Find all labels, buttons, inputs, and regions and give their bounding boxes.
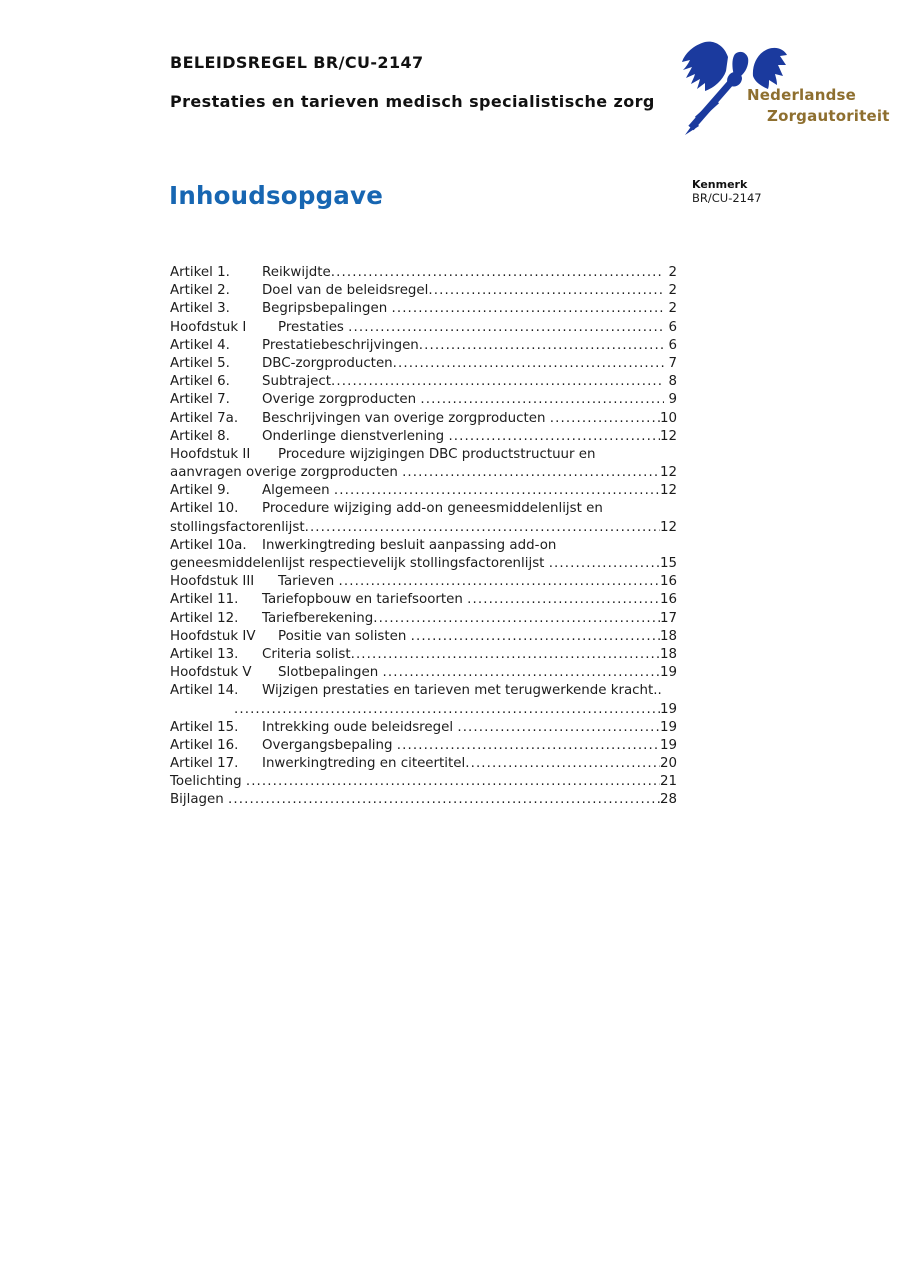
toc-entry[interactable] <box>170 773 677 791</box>
toc-entry-title: Criteria solist <box>262 646 351 662</box>
toc-entry-label: Artikel 3. <box>170 301 230 317</box>
toc-entry-label: Artikel 10. <box>170 501 239 517</box>
toc-entry[interactable] <box>170 646 677 664</box>
toc-entry[interactable] <box>170 719 677 737</box>
toc-entry-title: Procedure wijzigingen DBC productstructuur en <box>278 446 596 462</box>
reference-label: Kenmerk <box>692 178 748 191</box>
toc-entry-label: Artikel 14. <box>170 683 239 699</box>
toc-entry-title: Tariefberekening <box>262 610 374 626</box>
toc-entry-continuation[interactable] <box>170 519 677 537</box>
toc-dot-leader <box>351 646 660 664</box>
toc-entry[interactable] <box>170 573 677 591</box>
toc-entry-page: 21 <box>659 774 677 790</box>
toc-dot-leader <box>305 519 660 537</box>
toc-entry-title: Wijzigen prestaties en tarieven met terugwerkende kracht.. <box>262 683 662 699</box>
toc-entry-page: 16 <box>659 574 677 590</box>
toc-entry-title: Reikwijdte <box>262 265 331 280</box>
toc-entry[interactable] <box>170 664 677 682</box>
toc-entry-title: Onderlinge dienstverlening <box>262 428 449 444</box>
toc-entry-title: Begripsbepalingen <box>262 301 392 317</box>
toc-entry-title: Toelichting <box>170 774 246 790</box>
toc-entry-label: Artikel 6. <box>170 374 230 390</box>
reference-value: BR/CU-2147 <box>692 190 762 205</box>
toc-entry-page: 6 <box>664 337 677 353</box>
toc-entry-page: 15 <box>659 556 677 571</box>
toc-dot-leader <box>373 610 660 628</box>
toc-entry-label: Artikel 8. <box>170 428 230 444</box>
toc-entry[interactable] <box>170 682 677 700</box>
toc-entry[interactable] <box>170 610 677 628</box>
toc-entry-label: Hoofdstuk III <box>170 574 255 590</box>
toc-entry-page: 18 <box>659 628 677 644</box>
toc-entry[interactable] <box>170 355 677 373</box>
toc-entry-page: 28 <box>659 792 677 808</box>
toc-entry-label: Artikel 7. <box>170 392 230 408</box>
toc-dot-leader <box>234 701 660 719</box>
toc-entry-label: Artikel 17. <box>170 756 239 772</box>
toc-entry[interactable] <box>170 537 677 555</box>
toc-entry-title: Positie van solisten <box>278 628 411 644</box>
toc-dot-leader <box>393 355 665 373</box>
toc-entry-title: Slotbepalingen <box>278 665 383 681</box>
toc-dot-leader <box>448 428 660 446</box>
toc-dot-leader <box>331 264 664 282</box>
toc-entry-page: 2 <box>664 283 677 299</box>
toc-entry-continuation[interactable] <box>170 464 677 482</box>
toc-dot-leader <box>383 664 660 682</box>
toc-entry-title: Bijlagen <box>170 792 229 808</box>
toc-entry-continuation[interactable] <box>170 701 677 719</box>
logo-name-line2: Zorgautoriteit <box>767 107 890 125</box>
toc-entry-title: Intrekking oude beleidsregel <box>262 719 458 735</box>
logo-name-line1: Nederlandse <box>747 86 857 104</box>
toc-entry[interactable] <box>170 373 677 391</box>
toc-entry[interactable] <box>170 410 677 428</box>
toc-entry-label: Artikel 11. <box>170 592 239 608</box>
toc-entry[interactable] <box>170 500 677 518</box>
reference-block <box>692 178 762 205</box>
toc-entry-page: 12 <box>659 428 677 444</box>
toc-dot-leader <box>348 319 664 337</box>
toc-entry-page: 8 <box>664 374 677 390</box>
toc-entry-label: Hoofdstuk I <box>170 319 247 335</box>
toc-entry-page: 20 <box>659 756 677 772</box>
toc-entry-title: Subtraject <box>262 374 332 390</box>
toc-dot-leader <box>339 573 660 591</box>
toc-dot-leader <box>549 555 660 573</box>
toc-entry-page: 19 <box>659 737 677 753</box>
toc-dot-leader <box>467 591 660 609</box>
toc-entry-title: geneesmiddelenlijst respectievelijk stollingsfactorenlijst <box>170 556 549 571</box>
toc-entry-label: Artikel 12. <box>170 610 239 626</box>
toc-entry-page: 6 <box>664 319 677 335</box>
toc-entry-title: Prestatiebeschrijvingen <box>262 337 419 353</box>
toc-entry-label: Artikel 4. <box>170 337 230 353</box>
toc-entry-page: 17 <box>659 610 677 626</box>
toc-dot-leader <box>246 773 660 791</box>
page-title: Inhoudsopgave <box>169 181 384 210</box>
toc-dot-leader <box>465 755 660 773</box>
toc-dot-leader <box>411 628 660 646</box>
toc-entry[interactable] <box>170 428 677 446</box>
toc-entry[interactable] <box>170 755 677 773</box>
toc-entry-title: Beschrijvingen van overige zorgproducten <box>262 410 550 426</box>
toc-entry[interactable] <box>170 264 677 282</box>
toc-entry[interactable] <box>170 319 677 337</box>
document-title: BELEIDSREGEL BR/CU-2147 <box>170 53 424 72</box>
table-of-contents <box>170 264 677 810</box>
toc-entry[interactable] <box>170 628 677 646</box>
toc-entry-title: Tarieven <box>278 574 339 590</box>
toc-entry-page: 19 <box>659 665 677 681</box>
toc-entry-title: aanvragen overige zorgproducten <box>170 465 403 481</box>
toc-entry[interactable] <box>170 446 677 464</box>
toc-dot-leader <box>419 337 664 355</box>
toc-entry[interactable] <box>170 282 677 300</box>
toc-entry-label: Artikel 7a. <box>170 410 239 426</box>
toc-entry-page: 19 <box>659 719 677 735</box>
toc-entry-label: Hoofdstuk V <box>170 665 252 681</box>
toc-dot-leader <box>228 791 660 809</box>
toc-entry-label: Artikel 1. <box>170 265 230 280</box>
toc-entry-page: 2 <box>664 265 677 280</box>
toc-entry-title: Overige zorgproducten <box>262 392 421 408</box>
toc-entry-page: 18 <box>659 646 677 662</box>
document-subtitle: Prestaties en tarieven medisch specialistische zorg <box>170 92 655 111</box>
toc-entry-title: DBC-zorgproducten <box>262 355 393 371</box>
toc-entry-page: 12 <box>659 465 677 481</box>
toc-entry-label: Artikel 15. <box>170 719 239 735</box>
toc-entry-title: Doel van de beleidsregel <box>262 283 429 299</box>
toc-entry[interactable] <box>170 737 677 755</box>
toc-entry-label: Hoofdstuk IV <box>170 628 256 644</box>
toc-dot-leader <box>550 410 660 428</box>
toc-entry-title: Inwerkingtreding en citeertitel <box>262 756 466 772</box>
toc-entry-page: 7 <box>664 355 677 371</box>
toc-dot-leader <box>334 482 660 500</box>
nza-logo <box>678 36 890 142</box>
toc-entry-title: Prestaties <box>278 319 349 335</box>
toc-dot-leader <box>420 391 664 409</box>
toc-entry-title: Algemeen <box>262 483 334 499</box>
toc-entry-title: Tariefopbouw en tariefsoorten <box>262 592 468 608</box>
toc-entry[interactable] <box>170 791 677 809</box>
toc-entry-continuation[interactable] <box>170 555 677 573</box>
toc-entry[interactable] <box>170 391 677 409</box>
toc-entry[interactable] <box>170 300 677 318</box>
toc-dot-leader <box>397 737 660 755</box>
toc-entry-label: Artikel 10a. <box>170 537 247 553</box>
toc-dot-leader <box>331 373 664 391</box>
toc-entry-page: 9 <box>664 392 677 408</box>
toc-entry-label: Artikel 16. <box>170 737 239 753</box>
toc-entry-title: stollingsfactorenlijst <box>170 519 305 535</box>
toc-entry[interactable] <box>170 591 677 609</box>
toc-entry-title: Procedure wijziging add-on geneesmiddelenlijst en <box>262 501 603 517</box>
toc-dot-leader <box>457 719 660 737</box>
toc-dot-leader <box>391 300 664 318</box>
toc-entry-title: Inwerkingtreding besluit aanpassing add-on <box>262 537 557 553</box>
toc-entry-page: 10 <box>659 410 677 426</box>
toc-entry-page: 16 <box>659 592 677 608</box>
toc-entry-label: Artikel 9. <box>170 483 230 499</box>
toc-entry-page: 12 <box>659 519 677 535</box>
toc-entry-label: Hoofdstuk II <box>170 446 251 462</box>
toc-dot-leader <box>428 282 664 300</box>
toc-entry[interactable] <box>170 482 677 500</box>
toc-entry-label: Artikel 5. <box>170 355 230 371</box>
toc-entry-page: 19 <box>659 701 677 717</box>
toc-entry-label: Artikel 2. <box>170 283 230 299</box>
toc-entry-page: 12 <box>659 483 677 499</box>
toc-dot-leader <box>402 464 660 482</box>
toc-entry-page: 2 <box>664 301 677 317</box>
toc-entry-label: Artikel 13. <box>170 646 239 662</box>
toc-entry-title: Overgangsbepaling <box>262 737 397 753</box>
toc-entry[interactable] <box>170 337 677 355</box>
